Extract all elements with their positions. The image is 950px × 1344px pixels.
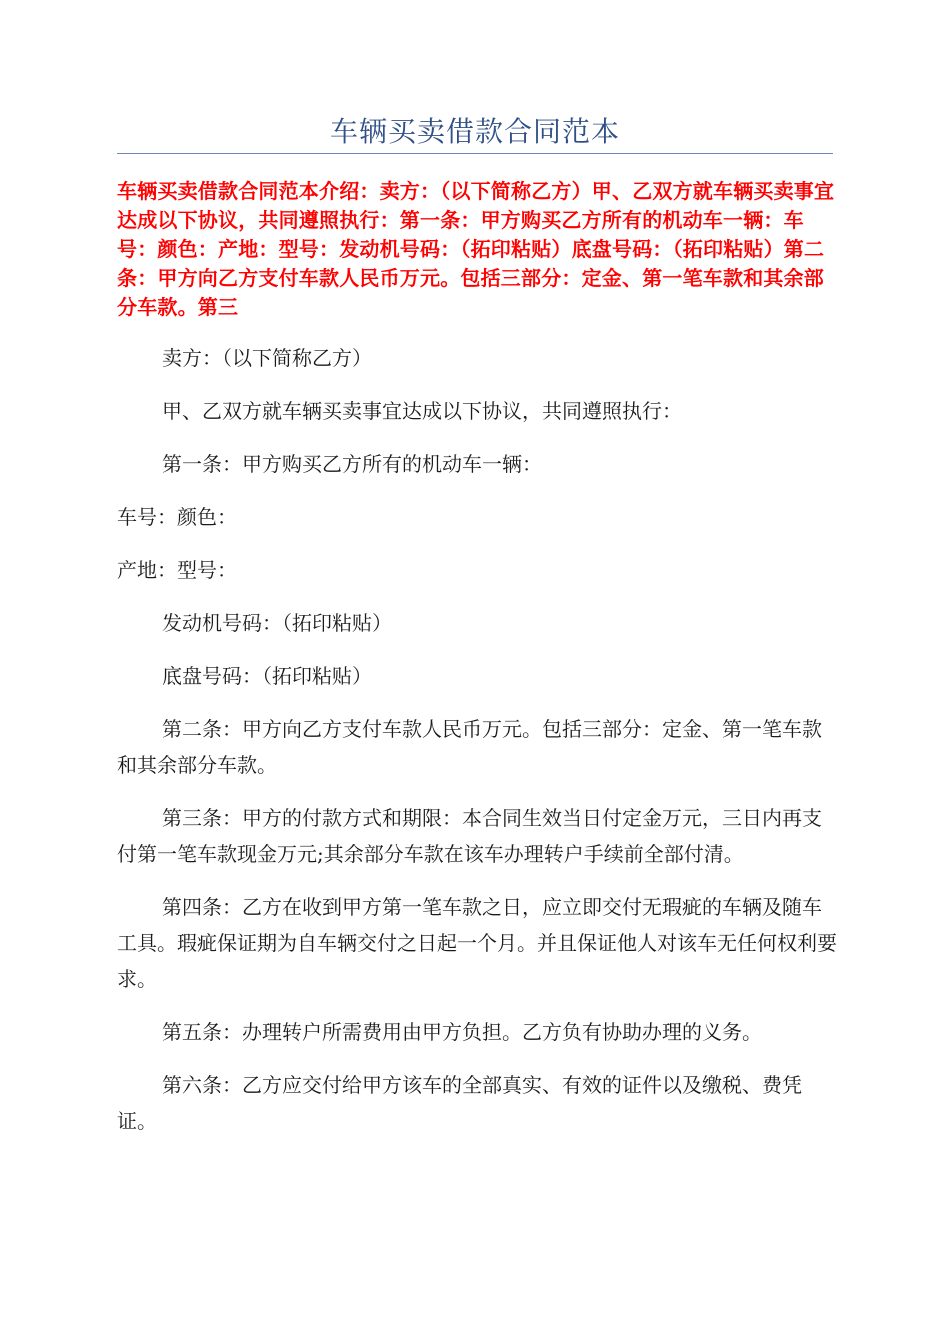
paragraph-engine-number: 发动机号码：（拓印粘贴） bbox=[162, 611, 392, 635]
paragraph-article-1: 第一条：甲方购买乙方所有的机动车一辆： bbox=[162, 452, 542, 476]
paragraph-agreement: 甲、乙双方就车辆买卖事宜达成以下协议，共同遵照执行： bbox=[162, 399, 682, 423]
paragraph-article-6: 第六条：乙方应交付给甲方该车的全部真实、有效的证件以及缴税、费凭证。 bbox=[117, 1073, 802, 1133]
document-summary: 车辆买卖借款合同范本介绍：卖方：（以下简称乙方）甲、乙双方就车辆买卖事宜达成以下协议，共同遵照执行：第一条：甲方购买乙方所有的机动车一辆：车号：颜色：产地：型号：发动机号码：（拓印粘贴）底盘号码：（拓印粘贴）第二条：甲方向乙方支付车款人民币万元。包括三部分：定金、第一笔车款和其余部分车款。第三 bbox=[117, 179, 835, 319]
paragraph-plate-color: 车号：颜色： bbox=[117, 505, 237, 529]
paragraph-origin-model: 产地：型号： bbox=[117, 558, 237, 582]
paragraph-chassis-number: 底盘号码：（拓印粘贴） bbox=[162, 664, 372, 688]
paragraph-seller: 卖方：（以下简称乙方） bbox=[162, 346, 372, 370]
title-underline bbox=[117, 153, 833, 154]
paragraph-article-4: 第四条：乙方在收到甲方第一笔车款之日，应立即交付无瑕疵的车辆及随车工具。瑕疵保证期为自车辆交付之日起一个月。并且保证他人对该车无任何权利要求。 bbox=[117, 895, 837, 991]
paragraph-article-5: 第五条：办理转户所需费用由甲方负担。乙方负有协助办理的义务。 bbox=[162, 1020, 762, 1044]
document-body bbox=[117, 340, 837, 1156]
paragraph-article-3: 第三条：甲方的付款方式和期限：本合同生效当日付定金万元，三日内再支付第一笔车款现金万元;其余部分车款在该车办理转户手续前全部付清。 bbox=[117, 806, 822, 866]
paragraph-article-2: 第二条：甲方向乙方支付车款人民币万元。包括三部分：定金、第一笔车款和其余部分车款。 bbox=[117, 717, 822, 777]
document-title: 车辆买卖借款合同范本 bbox=[329, 115, 620, 148]
